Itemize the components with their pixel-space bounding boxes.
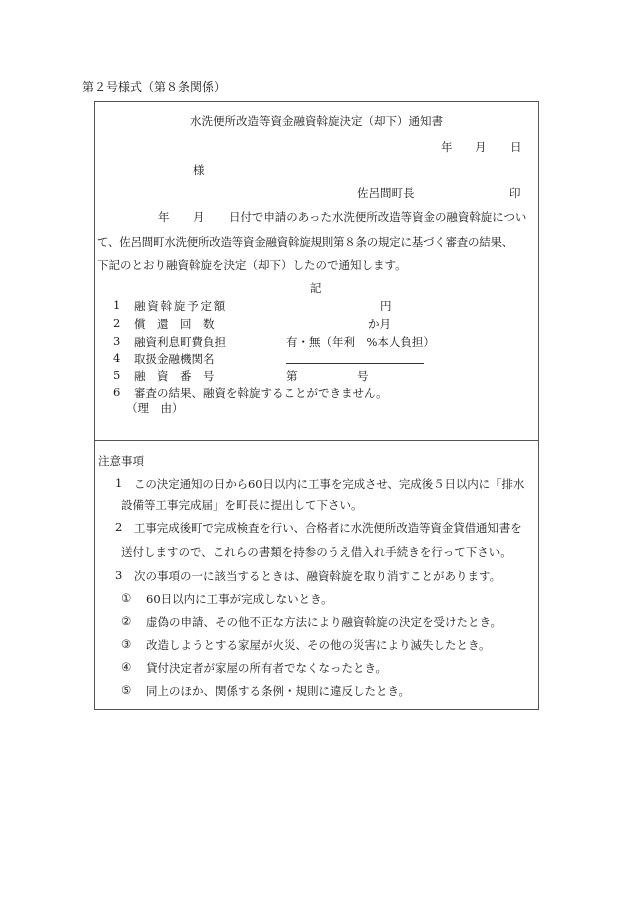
sub-item-text: 60日以内に工事が完成しないとき。	[146, 592, 333, 606]
item-number: 5	[113, 368, 121, 382]
note-number: 1	[115, 476, 123, 490]
note-3-line-1: 次の事項の一に該当するときは、融資斡旋を取り消すことがあります。	[134, 569, 502, 583]
sub-item-mark: ①	[121, 591, 132, 605]
item-value: 円	[380, 299, 392, 313]
body-line-1: 日付で申請のあった水洗便所改造等資金の融資斡旋につい	[229, 210, 527, 224]
body-year: 年	[158, 210, 170, 224]
item-number: 1	[113, 298, 121, 312]
issuer-name: 佐呂間町長	[357, 186, 415, 200]
form-number: 第２号様式（第８条関係）	[82, 80, 227, 94]
reason-label: （理 由）	[126, 401, 184, 415]
note-1-line-1: この決定通知の日から60日以内に工事を完成させ、完成後５日以内に「排水	[134, 477, 525, 491]
ki-label: 記	[310, 281, 322, 295]
note-2-line-1: 工事完成後町で完成検査を行い、合格者に水洗便所改造等資金貸借通知書を	[134, 521, 522, 535]
sub-item-mark: ②	[121, 614, 132, 628]
body-month: 月	[193, 210, 205, 224]
note-number: 2	[115, 520, 123, 534]
sub-item-text: 虚偽の申請、その他不正な方法により融資斡旋の決定を受けたとき。	[146, 615, 503, 629]
date-month: 月	[475, 140, 487, 154]
item-value: か月	[368, 317, 391, 331]
item-number: 3	[113, 334, 121, 348]
section-divider	[94, 440, 539, 441]
item-label: 融 資 番 号	[134, 369, 215, 383]
bank-name-blank-line	[286, 363, 424, 364]
sub-item-text: 同上のほか、関係する条例・規則に違反したとき。	[146, 684, 411, 698]
note-2-line-2: 送付しますので、これらの書類を持参のうえ借入れ手続きを行って下さい。	[121, 545, 512, 559]
sub-item-mark: ④	[121, 660, 132, 674]
item-value: 有・無（年利 %本人負担）	[286, 335, 435, 349]
sub-item-mark: ③	[121, 637, 132, 651]
sub-item-text: 貸付決定者が家屋の所有者でなくなったとき。	[146, 661, 388, 675]
item-label: 融資斡旋予定額	[134, 299, 228, 313]
date-year: 年	[441, 140, 453, 154]
item-number: 6	[113, 385, 121, 399]
item-label: 審査の結果、融資を斡旋することができません。	[134, 386, 388, 400]
item-number: 4	[113, 351, 121, 365]
item-value-suffix: 号	[357, 369, 369, 383]
body-line-3: 下記のとおり融資斡旋を決定（却下）したので通知します。	[97, 258, 407, 272]
item-value-prefix: 第	[286, 369, 298, 383]
sub-item-mark: ⑤	[121, 683, 132, 697]
notes-heading: 注意事項	[98, 454, 144, 468]
item-number: 2	[113, 316, 121, 330]
note-number: 3	[115, 568, 123, 582]
body-line-2: て、佐呂間町水洗便所改造等資金融資斡旋規則第８条の規定に基づく審査の結果、	[97, 235, 514, 249]
sub-item-text: 改造しようとする家屋が火災、その他の災害により滅失したとき。	[146, 638, 491, 652]
seal-mark: 印	[509, 186, 521, 200]
item-label: 融資利息町費負担	[134, 335, 226, 349]
item-label: 取扱金融機関名	[134, 352, 215, 366]
item-label: 償 還 回 数	[134, 317, 215, 331]
addressee-suffix: 様	[193, 163, 205, 177]
date-day: 日	[510, 140, 522, 154]
note-1-line-2: 設備等工事完成届」を町長に提出して下さい。	[121, 498, 363, 512]
document-title: 水洗便所改造等資金融資斡旋決定（却下）通知書	[190, 114, 443, 128]
